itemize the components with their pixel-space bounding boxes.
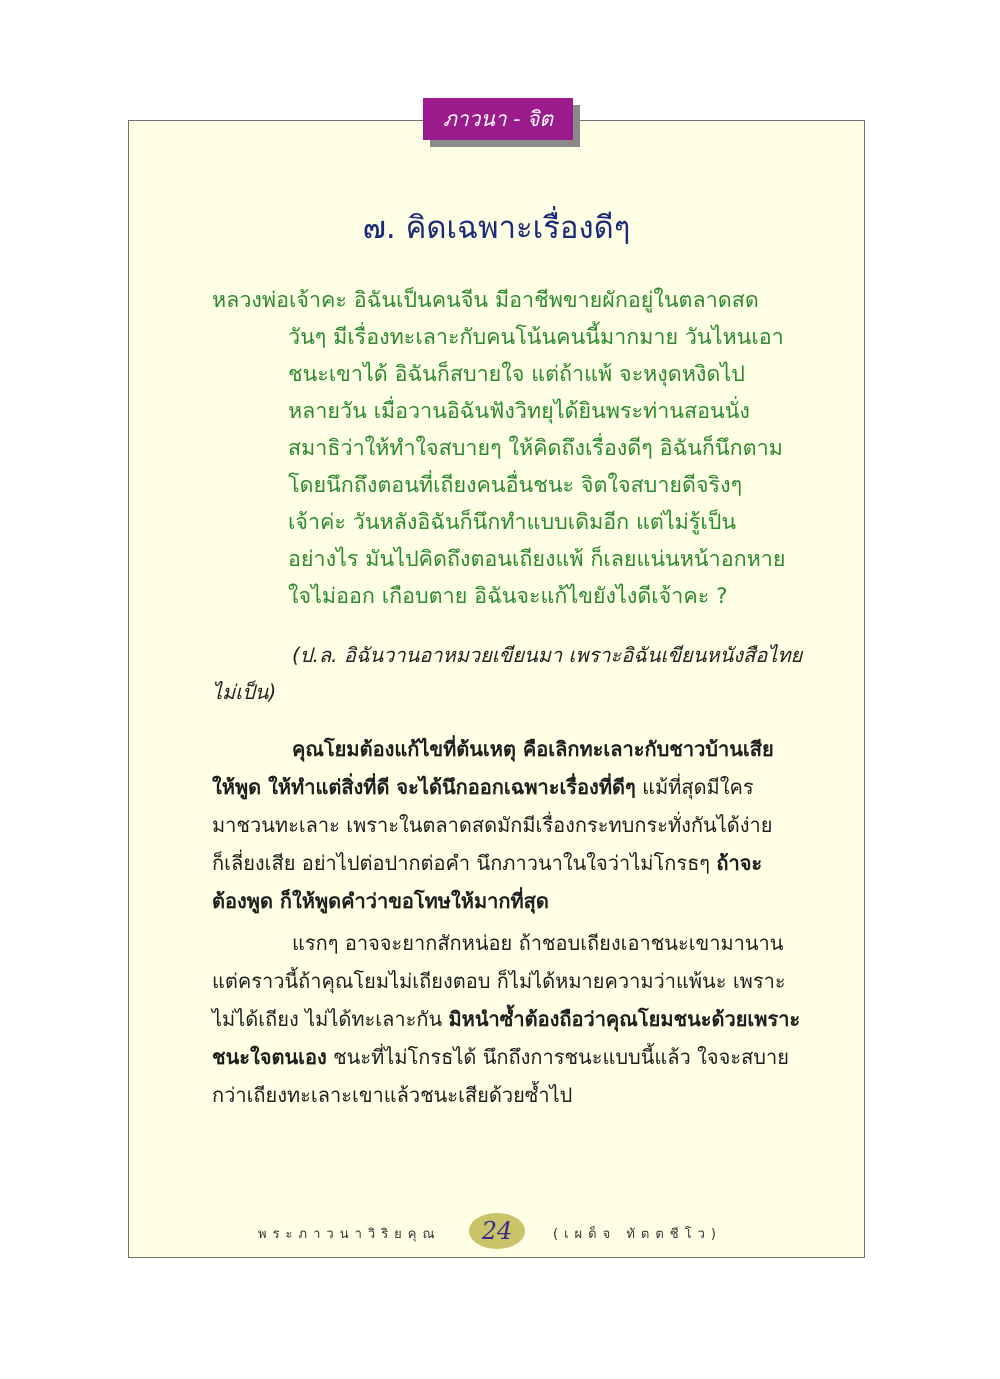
question-line: โดยนึกถึงตอนที่เถียงคนอื่นชนะ จิตใจสบายดีจริงๆ xyxy=(288,473,743,498)
question-line: วันๆ มีเรื่องทะเลาะกับคนโน้นคนนี้มากมาย วันไหนเอา xyxy=(288,325,784,350)
answer-text: ไม่ได้เถียง ไม่ได้ทะเลาะกัน xyxy=(212,1007,449,1031)
postscript-note xyxy=(212,637,802,711)
question-line: หลวงพ่อเจ้าคะ อิฉันเป็นคนจีน มีอาชีพขายผักอยู่ในตลาดสด xyxy=(212,288,759,313)
page-number: 24 xyxy=(481,1217,513,1245)
answer-text: แรกๆ อาจจะยากสักหน่อย ถ้าชอบเถียงเอาชนะเขามานาน xyxy=(292,931,784,955)
note-line: ไม่เป็น) xyxy=(212,680,277,704)
answer-text: แต่คราวนี้ถ้าคุณโยมไม่เถียงตอบ ก็ไม่ได้หมายความว่าแพ้นะ เพราะ xyxy=(212,969,786,993)
answer-bold-text: ให้พูด ให้ทำแต่สิ่งที่ดี จะได้นึกออกเฉพาะเรื่องที่ดีๆ xyxy=(212,775,636,799)
answer-text: มาชวนทะเลาะ เพราะในตลาดสดมักมีเรื่องกระทบกระทั่งกันได้ง่าย xyxy=(212,813,773,837)
footer-author: (เผด็จ ทัตตชีโว) xyxy=(553,1227,722,1242)
answer-text: ก็เลี่ยงเสีย อย่าไปต่อปากต่อคำ นึกภาวนาในใจว่าไม่โกรธๆ xyxy=(212,851,717,875)
question-line: ใจไม่ออก เกือบตาย อิฉันจะแก้ไขยังไงดีเจ้าคะ ? xyxy=(288,584,728,609)
section-tab-label: ภาวนา - จิต xyxy=(443,106,553,131)
answer-paragraph-2 xyxy=(212,924,802,1114)
question-line: สมาธิว่าให้ทำใจสบายๆ ให้คิดถึงเรื่องดีๆ อิฉันก็นึกตาม xyxy=(288,436,783,461)
answer-bold-text: ถ้าจะ xyxy=(716,851,763,875)
footer-book-title: พระภาวนาวิริยคุณ xyxy=(258,1227,441,1242)
section-tab xyxy=(423,98,573,140)
answer-bold-text: คุณโยมต้องแก้ไขที่ต้นเหตุ คือเลิกทะเลาะกับชาวบ้านเสีย xyxy=(292,737,774,761)
question-line: ชนะเขาได้ อิฉันก็สบายใจ แต่ถ้าแพ้ จะหงุดหงิดไป xyxy=(288,362,745,387)
question-line: อย่างไร มันไปคิดถึงตอนเถียงแพ้ ก็เลยแน่นหน้าอกหาย xyxy=(288,547,786,572)
question-text xyxy=(212,282,804,615)
answer-bold-text: มิหนำซ้ำต้องถือว่าคุณโยมชนะด้วยเพราะ xyxy=(448,1007,801,1031)
answer-text: กว่าเถียงทะเลาะเขาแล้วชนะเสียด้วยซ้ำไป xyxy=(212,1083,573,1107)
page-number-badge xyxy=(469,1213,525,1249)
answer-bold-text: ต้องพูด ก็ให้พูดคำว่าขอโทษให้มากที่สุด xyxy=(212,889,549,913)
page-footer xyxy=(0,1213,1000,1253)
question-line: เจ้าค่ะ วันหลังอิฉันก็นึกทำแบบเดิมอีก แต่ไม่รู้เป็น xyxy=(288,510,737,535)
question-line: หลายวัน เมื่อวานอิฉันฟังวิทยุได้ยินพระท่านสอนนั่ง xyxy=(288,399,750,424)
answer-text: แม้ที่สุดมีใคร xyxy=(635,775,754,799)
answer-paragraph-1 xyxy=(212,730,802,920)
answer-bold-text: ชนะใจตนเอง xyxy=(212,1045,327,1069)
note-line: (ป.ล. อิฉันวานอาหมวยเขียนมา เพราะอิฉันเขียนหนังสือไทย xyxy=(292,643,803,667)
answer-text: ชนะที่ไม่โกรธได้ นึกถึงการชนะแบบนี้แล้ว ใจจะสบาย xyxy=(326,1045,789,1069)
article-title: ๗. คิดเฉพาะเรื่องดีๆ xyxy=(362,210,631,246)
